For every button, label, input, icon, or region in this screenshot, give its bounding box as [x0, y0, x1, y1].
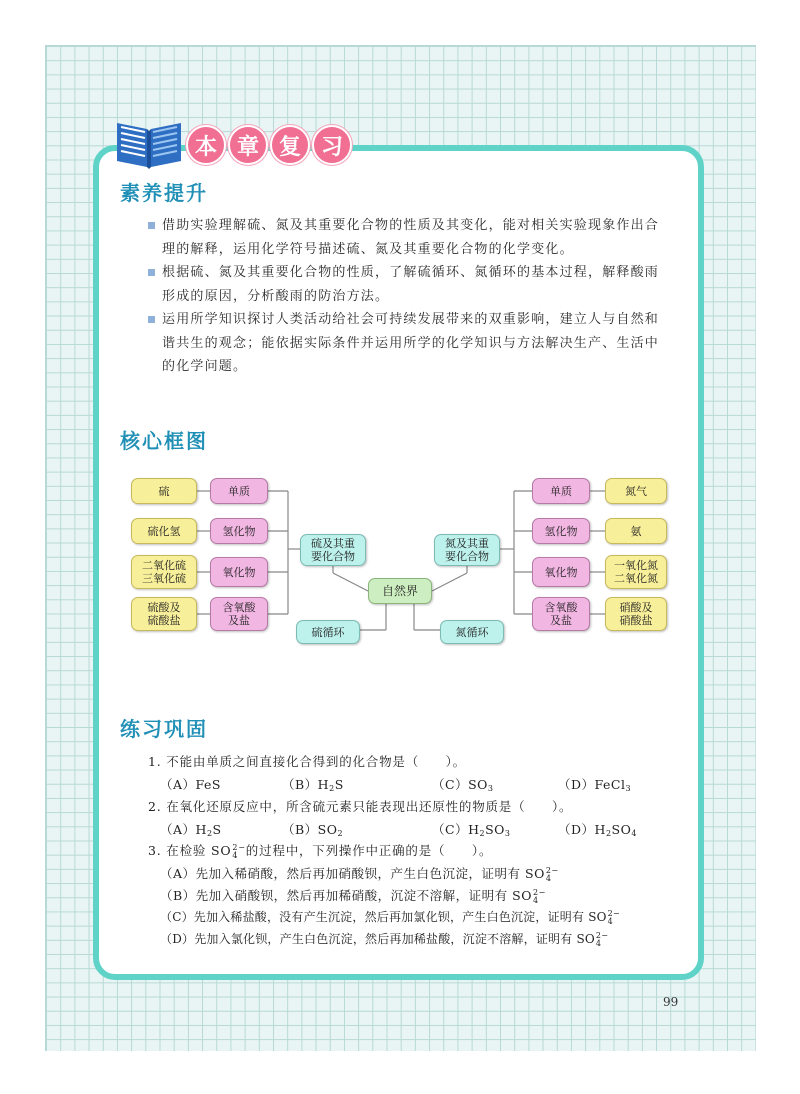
nitrogen-category-node: 含氧酸 及盐: [532, 597, 590, 631]
sulfur-category-node: 含氧酸 及盐: [210, 597, 268, 631]
bullet-line: 的化学问题。: [162, 359, 248, 374]
q2-option-c: $(C)H_2SO_3$: [432, 822, 511, 838]
nitrogen-cycle-node: 氮循环: [440, 620, 504, 644]
question-1-stem: 1. 不能由单质之间直接化合得到的化合物是（ ）。: [148, 754, 466, 769]
q3-option-c: （C）先加入稀盐酸，没有产生沉淀，然后再加氯化钡，产生白色沉淀，证明有 SO 2− 4: [160, 908, 620, 926]
q1-option-b: $(B)H_2S$: [282, 777, 344, 793]
page-number: 99: [663, 995, 679, 1009]
q3-option-d: （D）先加入氯化钡，产生白色沉淀，然后再加稀盐酸，沉淀不溶解，证明有 SO 2− 4: [160, 930, 609, 948]
q2-option-d: $(D)H_2SO_4$: [558, 822, 637, 838]
bullet-line: 谐共生的观念；能依据实际条件并运用所学的化学知识与方法解决生产、生活中: [162, 335, 660, 351]
nitrogen-example-node: 氮气: [605, 478, 667, 504]
sulfur-category-node: 氢化物: [210, 518, 268, 544]
sulfur-example-node: 二氧化硫 三氧化硫: [131, 555, 197, 589]
nitrogen-category-node: 单质: [532, 478, 590, 504]
q2-option-b: $(B)SO_2$: [282, 822, 344, 838]
title-char: 习: [312, 125, 352, 165]
q2-option-a: $(A)H_2S$: [160, 822, 222, 838]
title-char: 复: [270, 125, 310, 165]
framework-heading: 核心框图: [120, 429, 208, 453]
q1-option-a: （A）FeS: [160, 777, 221, 792]
q1-option-d: （D）FeCl$_3$: [558, 777, 632, 793]
bullet-line: 理的解释，运用化学符号描述硫、氮及其重要化合物的化学变化。: [162, 241, 574, 257]
sulfur-category-node: 氧化物: [210, 557, 268, 587]
nitrogen-example-node: 硝酸及 硝酸盐: [605, 597, 667, 631]
sulfur-compounds-hub: 硫及其重 要化合物: [300, 534, 366, 566]
nitrogen-category-node: 氢化物: [532, 518, 590, 544]
bullet-line: 借助实验理解硫、氮及其重要化合物的性质及其变化，能对相关实验现象作出合: [162, 218, 660, 233]
nitrogen-example-node: 一氧化氮 二氧化氮: [605, 555, 667, 589]
q3-option-b: （B）先加入硝酸钡，然后再加稀硝酸，沉淀不溶解，证明有 SO 2− 4: [160, 887, 546, 905]
question-3-stem: 3. 在检验 SO 2− 4 的过程中，下列操作中正确的是（ ）。: [148, 842, 493, 860]
sulfur-example-node: 硫: [131, 478, 197, 504]
q1-option-c: $(C)SO_3$: [432, 777, 494, 793]
title-char: 章: [228, 125, 268, 165]
sulfur-category-node: 单质: [210, 478, 268, 504]
sulfur-cycle-node: 硫循环: [296, 620, 360, 644]
question-2-stem: 2. 在氧化还原反应中，所含硫元素只能表现出还原性的物质是（ ）。: [148, 799, 573, 814]
q3-option-a: （A）先加入稀硝酸，然后再加硝酸钡，产生白色沉淀，证明有 SO 2− 4: [160, 865, 559, 883]
sulfur-example-node: 硫化氢: [131, 518, 197, 544]
practice-heading: 练习巩固: [120, 717, 208, 741]
bullet-line: 根据硫、氮及其重要化合物的性质，了解硫循环、氮循环的基本过程，解释酸雨: [162, 265, 660, 280]
nitrogen-compounds-hub: 氮及其重 要化合物: [434, 534, 500, 566]
sulfur-example-node: 硫酸及 硫酸盐: [131, 597, 197, 631]
literacy-heading: 素养提升: [120, 181, 208, 205]
bullet-line: 运用所学知识探讨人类活动给社会可持续发展带来的双重影响，建立人与自然和: [162, 312, 660, 327]
nitrogen-example-node: 氨: [605, 518, 667, 544]
nature-center-node: 自然界: [368, 578, 432, 604]
title-char: 本: [186, 125, 226, 165]
bullet-line: 形成的原因，分析酸雨的防治方法。: [162, 288, 390, 304]
nitrogen-category-node: 氧化物: [532, 557, 590, 587]
